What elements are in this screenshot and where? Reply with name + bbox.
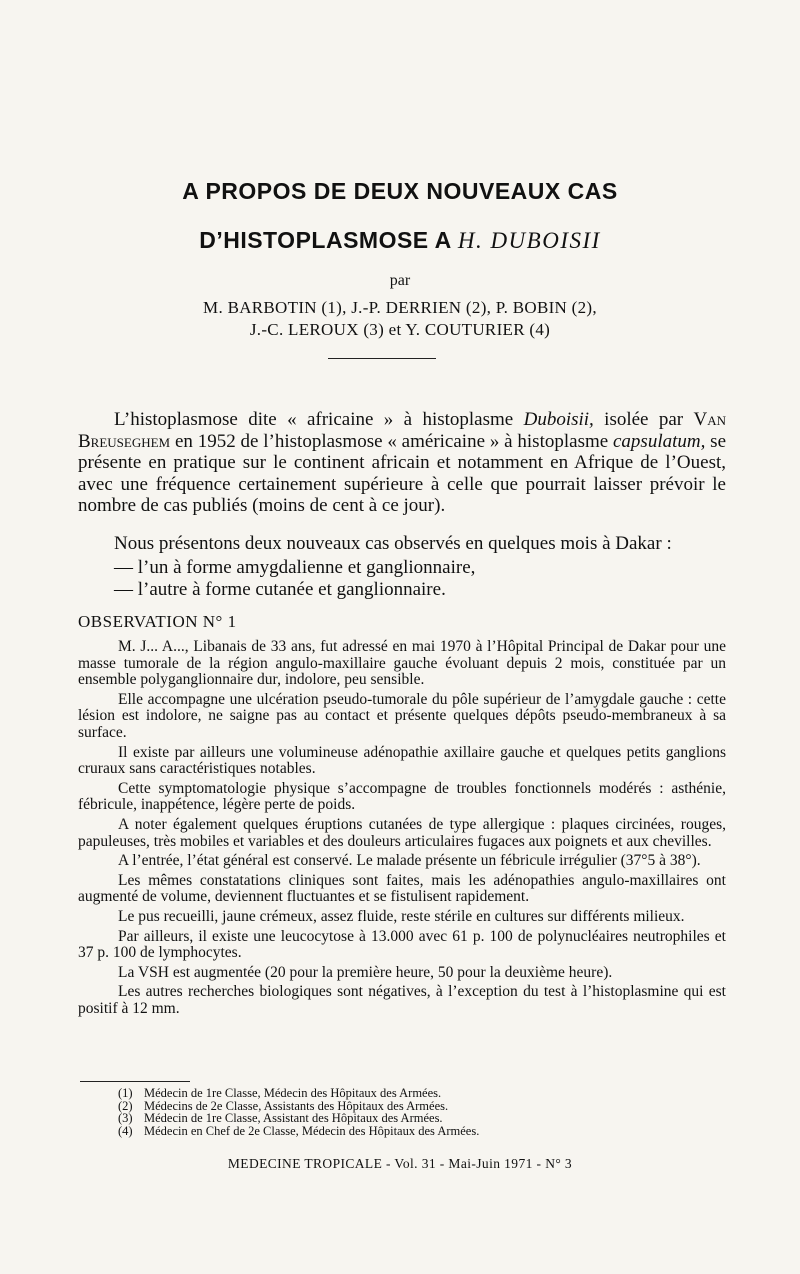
intro-list-item: — l’autre à forme cutanée et ganglionnaire. <box>114 578 446 600</box>
intro-p2-text: Nous présentons deux nouveaux cas observés en quelques mois à Dakar : <box>114 533 672 554</box>
title-line-2-prefix: D’HISTOPLASMOSE A <box>199 227 451 253</box>
article-title-line-2 <box>0 227 800 254</box>
obs-paragraph: Il existe par ailleurs une volumineuse adénopathie axillaire gauche et quelques petits ganglions cruraux sans caractéristiques notables. <box>78 743 726 778</box>
article-title-line-1: A PROPOS DE DEUX NOUVEAUX CAS <box>182 178 618 204</box>
footnote-number: (2) <box>118 1098 133 1113</box>
observation-body <box>78 639 726 1020</box>
intro-text: en 1952 de l’histoplasmose « américaine » à histoplasme <box>170 430 613 452</box>
intro-italic-capsulatum: capsulatum, <box>613 430 706 452</box>
footnote-text: Médecin de 1re Classe, Médecin des Hôpitaux des Armées. <box>144 1086 442 1100</box>
footnote-text: Médecin de 1re Classe, Assistant des Hôpitaux des Armées. <box>144 1111 443 1126</box>
obs-paragraph: A noter également quelques éruptions cutanées de type allergique : plaques circinées, rouges, papuleuses, très mobiles et variables et des douleurs articulaires fugaces aux poignets et aux chevilles. <box>78 815 726 850</box>
footnote-number: (1) <box>118 1086 133 1100</box>
intro-text: isolée par <box>593 409 694 430</box>
footnotes <box>118 1087 479 1137</box>
obs-paragraph: Cette symptomatologie physique s’accompagne de troubles fonctionnels modérés : asthénie, fébricule, inappétence, légère perte de poids. <box>78 779 726 814</box>
journal-footer: MEDECINE TROPICALE - Vol. 31 - Mai-Juin 1971 - N° 3 <box>227 1156 573 1171</box>
obs-paragraph: La VSH est augmentée (20 pour la première heure, 50 pour la deuxième heure). <box>118 963 613 981</box>
authors-line-1: M. BARBOTIN (1), J.-P. DERRIEN (2), P. BOBIN (2), <box>203 298 597 317</box>
title-species-name: H. DUBOISII <box>457 228 601 253</box>
obs-paragraph: Le pus recueilli, jaune crémeux, assez fluide, reste stérile en cultures sur différents milieux. <box>118 907 685 925</box>
footnote <box>118 1125 479 1138</box>
footnote-divider <box>80 1081 190 1082</box>
title-divider <box>328 358 436 359</box>
intro-paragraph-2 <box>78 533 726 555</box>
observation-heading: OBSERVATION N° 1 <box>78 612 237 631</box>
obs-paragraph: Les mêmes constatations cliniques sont faites, mais les adénopathies angulo-maxillaires ont augmenté de volume, deviennent fluctuantes et se fistulisent rapidement. <box>78 871 726 906</box>
footnote-number: (3) <box>118 1111 133 1126</box>
obs-paragraph: A l’entrée, l’état général est conservé. Le malade présente un fébricule irrégulier (37°5 à 38°). <box>118 852 701 870</box>
intro-italic-duboisii: Duboisii, <box>523 409 594 430</box>
obs-paragraph: Les autres recherches biologiques sont négatives, à l’exception du test à l’histoplasmine qui est positif à 12 mm. <box>78 983 726 1017</box>
intro-author-name: Van Breuseghem <box>78 409 726 452</box>
intro-list <box>78 557 726 600</box>
intro-text: L’histoplasmose dite « africaine » à histoplasme <box>114 409 524 430</box>
footnote-number: (4) <box>118 1123 133 1138</box>
intro-list-item: — l’un à forme amygdalienne et ganglionnaire, <box>114 557 476 578</box>
footnote-text: Médecin en Chef de 2e Classe, Médecin des Hôpitaux des Armées. <box>144 1123 480 1138</box>
obs-paragraph: M. J... A..., Libanais de 33 ans, fut adressé en mai 1970 à l’Hôpital Principal de Dakar pour une masse tumorale de la région angulo-maxillaire gauche évoluant depuis 2 mois, constituée par un ensemble polyganglionnaire dur, indolore, peu sensible. <box>78 638 726 689</box>
footnote-text: Médecins de 2e Classe, Assistants des Hôpitaux des Armées. <box>144 1098 449 1113</box>
authors-line-2: J.-C. LEROUX (3) et Y. COUTURIER (4) <box>249 320 551 339</box>
intro-text: se présente en pratique sur le continent africain et notamment en Afrique de l’Ouest, avec une fréquence certainement supérieure à celle que pourrait laisser prévoir le nombre de cas publiés (moins de cent à ce jour). <box>78 430 727 516</box>
obs-paragraph: Elle accompagne une ulcération pseudo-tumorale du pôle supérieur de l’amygdale gauche : cette lésion est indolore, ne saigne pas au contact et présente quelques dépôts pseudo-membraneux à sa surface. <box>78 690 726 741</box>
intro-paragraph-1 <box>78 409 726 517</box>
byline-par: par <box>389 272 411 289</box>
obs-paragraph: Par ailleurs, il existe une leucocytose à 13.000 avec 61 p. 100 de polynucléaires neutrophiles et 37 p. 100 de lymphocytes. <box>78 927 726 962</box>
